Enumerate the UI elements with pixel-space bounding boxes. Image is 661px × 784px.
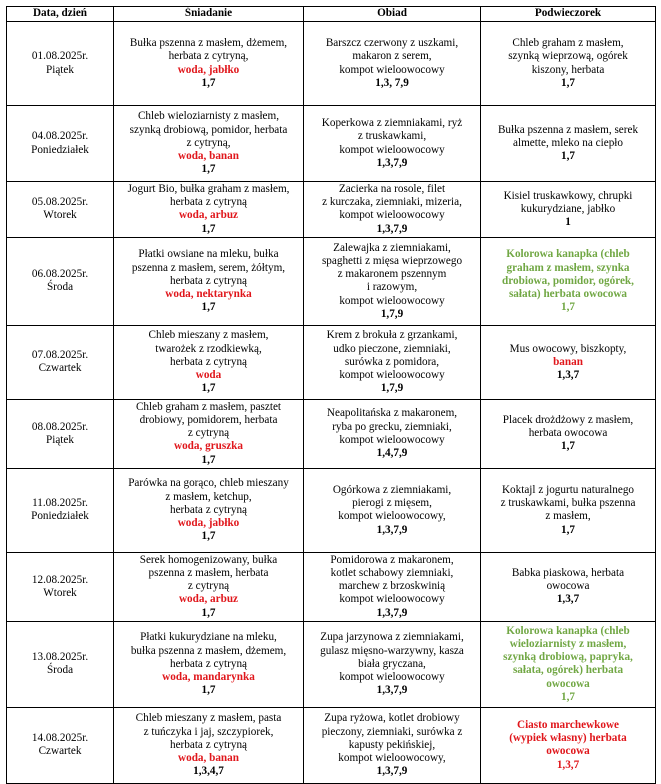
date-cell xyxy=(7,237,114,325)
lunch-allergens: 1,3,7,9 xyxy=(376,523,408,536)
breakfast-line: twarożek z rzodkiewką, xyxy=(155,342,262,355)
breakfast-line: herbata z cytryną, xyxy=(168,50,249,63)
lunch-cell xyxy=(304,182,481,238)
table-row xyxy=(7,325,656,399)
snack-line: Placek drożdżowy z masłem, xyxy=(502,414,634,427)
lunch-line: Zupa jarzynowa z ziemniakami, xyxy=(320,631,464,644)
table-row xyxy=(7,106,656,182)
snack-allergens: 1,3,7 xyxy=(556,593,580,606)
breakfast-allergens: 1,7 xyxy=(201,222,216,235)
lunch-line: Krem z brokuła z grzankami, xyxy=(326,329,458,342)
day-name: Wtorek xyxy=(43,586,77,599)
breakfast-cell xyxy=(114,237,304,325)
date-text: 07.08.2025r. xyxy=(31,349,89,362)
breakfast-line: pszenna z masłem, herbata xyxy=(148,567,269,580)
breakfast-line: Serek homogenizowany, bułka xyxy=(139,553,278,566)
snack-allergens: 1 xyxy=(565,216,571,228)
breakfast-cell xyxy=(114,22,304,106)
breakfast-allergens: 1,3,4,7 xyxy=(193,765,224,778)
lunch-cell xyxy=(304,621,481,707)
table-row xyxy=(7,552,656,621)
lunch-allergens: 1,3,7,9 xyxy=(376,684,408,697)
header-breakfast: Śniadanie xyxy=(114,7,304,22)
snack-allergens: 1,3,7 xyxy=(556,368,580,381)
breakfast-line: drobiowy, pomidorem, herbata xyxy=(139,414,278,427)
lunch-line: spaghetti z mięsa wieprzowego xyxy=(321,254,463,267)
lunch-line: Koperkowa z ziemniakami, ryż xyxy=(321,117,463,130)
snack-line: herbata owocowa xyxy=(528,427,608,440)
lunch-allergens: 1,7,9 xyxy=(380,382,404,395)
lunch-cell xyxy=(304,399,481,468)
snack-line-green: graham z masłem, szynka xyxy=(506,261,630,274)
lunch-line: Zalewajka z ziemniakami, xyxy=(333,241,451,254)
snack-line: almette, mleko na ciepło xyxy=(513,136,623,149)
header-row xyxy=(7,7,656,22)
snack-line-red: (wypiek własny) herbata xyxy=(509,732,627,745)
snack-line: owocowa xyxy=(546,580,590,593)
table-row xyxy=(7,707,656,783)
lunch-allergens: 1,3,7,9 xyxy=(376,606,408,619)
date-cell xyxy=(7,22,114,106)
snack-line-green: sałata, ogórek) herbata xyxy=(512,664,624,677)
breakfast-fruit: woda, arbuz xyxy=(178,593,239,606)
date-text: 11.08.2025r. xyxy=(32,497,88,510)
date-text: 01.08.2025r. xyxy=(31,50,89,63)
lunch-line: kompot wieloowocowy xyxy=(339,368,445,381)
snack-line: z masłem, xyxy=(545,510,591,523)
lunch-line: kompot wieloowocowy xyxy=(339,593,445,606)
lunch-line: kompot wieloowocowy, xyxy=(338,751,446,764)
lunch-line: ryba po grecku, ziemniaki, xyxy=(332,420,452,433)
breakfast-fruit: woda, banan xyxy=(178,150,239,163)
lunch-allergens: 1,3,7,9 xyxy=(376,222,408,235)
lunch-line: kompot wieloowocowy xyxy=(339,143,445,156)
breakfast-line: z cytryną xyxy=(187,427,230,440)
breakfast-allergens: 1,7 xyxy=(201,301,216,314)
snack-line: Bułka pszenna z masłem, serek xyxy=(497,123,639,136)
table-row xyxy=(7,237,656,325)
breakfast-cell xyxy=(114,552,304,621)
day-name: Poniedziałek xyxy=(31,510,89,523)
snack-line-green: owocowa xyxy=(546,677,590,690)
snack-cell xyxy=(481,399,656,468)
lunch-line: marchew z brzoskwinią xyxy=(338,580,446,593)
breakfast-fruit: woda, arbuz xyxy=(178,209,239,222)
breakfast-cell xyxy=(114,399,304,468)
lunch-line: kompot wieloowocowy xyxy=(339,63,445,76)
breakfast-allergens: 1,7 xyxy=(201,453,216,466)
breakfast-fruit: woda, nektarynka xyxy=(165,287,252,300)
snack-cell xyxy=(481,621,656,707)
lunch-cell xyxy=(304,552,481,621)
breakfast-line: szynką drobiową, pomidor, herbata xyxy=(129,123,288,136)
breakfast-allergens: 1,7 xyxy=(201,76,216,89)
lunch-allergens: 1,3,7,9 xyxy=(376,765,408,778)
snack-line-green: sałata) herbata owocowa xyxy=(508,287,628,300)
breakfast-cell xyxy=(114,106,304,182)
lunch-line: Neapolitańska z makaronem, xyxy=(326,407,458,420)
snack-allergens: 1,7 xyxy=(561,76,575,89)
lunch-cell xyxy=(304,468,481,552)
lunch-line: Barszcz czerwony z uszkami, xyxy=(325,37,459,50)
date-cell xyxy=(7,468,114,552)
snack-line-red: owocowa xyxy=(546,745,590,758)
date-text: 04.08.2025r. xyxy=(31,130,89,143)
lunch-line: kompot wieloowocowy xyxy=(339,294,445,307)
header-snack: Podwieczorek xyxy=(481,7,656,22)
day-name: Czwartek xyxy=(38,745,82,758)
date-text: 12.08.2025r. xyxy=(31,573,89,586)
date-cell xyxy=(7,325,114,399)
table-row xyxy=(7,22,656,106)
header-date: Data, dzień xyxy=(7,7,114,22)
date-cell xyxy=(7,707,114,783)
breakfast-line: herbata z cytryną xyxy=(169,274,248,287)
lunch-line: kompot wieloowocowy, xyxy=(338,510,446,523)
breakfast-cell xyxy=(114,621,304,707)
snack-allergens: 1,7 xyxy=(561,301,575,314)
date-cell xyxy=(7,552,114,621)
table-row xyxy=(7,621,656,707)
date-text: 14.08.2025r. xyxy=(31,732,89,745)
lunch-line: Zacierka na rosole, filet xyxy=(338,183,446,195)
snack-line-green: Kolorowa kanapka (chleb xyxy=(506,624,630,637)
date-text: 13.08.2025r. xyxy=(31,651,89,664)
breakfast-line: z masłem, ketchup, xyxy=(165,490,252,503)
breakfast-line: z tuńczyka i jaj, szczypiorek, xyxy=(143,725,274,738)
breakfast-line: Chleb mieszany z masłem, xyxy=(148,329,269,342)
day-name: Piątek xyxy=(46,63,74,76)
snack-line: Chleb graham z masłem, xyxy=(512,37,624,50)
lunch-line: gulasz mięsno-warzywny, kasza xyxy=(320,644,464,657)
lunch-line: makaron z serem, xyxy=(352,50,432,63)
snack-cell xyxy=(481,552,656,621)
table-row xyxy=(7,399,656,468)
lunch-cell xyxy=(304,707,481,783)
breakfast-line: herbata z cytryną xyxy=(169,738,248,751)
date-cell xyxy=(7,399,114,468)
day-name: Piątek xyxy=(46,433,74,446)
breakfast-fruit: woda xyxy=(195,368,222,381)
lunch-cell xyxy=(304,22,481,106)
snack-line-green: Kolorowa kanapka (chleb xyxy=(506,248,630,261)
lunch-cell xyxy=(304,106,481,182)
date-text: 06.08.2025r. xyxy=(31,268,89,281)
header-lunch: Obiad xyxy=(304,7,481,22)
table-row xyxy=(7,182,656,238)
day-name: Środa xyxy=(46,664,74,677)
breakfast-line: herbata z cytryną xyxy=(169,196,248,209)
lunch-line: z truskawkami, xyxy=(357,130,427,143)
lunch-line: kotlet schabowy ziemniaki, xyxy=(330,567,454,580)
snack-line: szynką wieprzową, ogórek xyxy=(508,50,628,63)
snack-line: Babka piaskowa, herbata xyxy=(511,567,625,580)
breakfast-cell xyxy=(114,468,304,552)
lunch-line: z kurczaka, ziemniaki, mizeria, xyxy=(322,196,462,209)
breakfast-allergens: 1,7 xyxy=(201,382,216,395)
weekly-menu-table xyxy=(6,6,656,784)
breakfast-cell xyxy=(114,182,304,238)
breakfast-line: herbata z cytryną xyxy=(169,657,248,670)
lunch-allergens: 1,3,7,9 xyxy=(376,156,408,169)
snack-allergens: 1,7 xyxy=(561,690,575,703)
breakfast-line: Jogurt Bio, bułka graham z masłem, xyxy=(127,183,290,195)
date-cell xyxy=(7,106,114,182)
day-name: Środa xyxy=(46,281,74,294)
breakfast-line: Chleb wieloziarnisty z masłem, xyxy=(137,110,280,123)
snack-line: z truskawkami, bułka pszenna xyxy=(500,497,636,510)
day-name: Wtorek xyxy=(43,209,77,222)
snack-cell xyxy=(481,106,656,182)
date-text: 08.08.2025r. xyxy=(31,420,89,433)
lunch-line: kompot wieloowocowy xyxy=(339,433,445,446)
snack-line-green: drobiowa, pomidor, ogórek, xyxy=(502,274,634,287)
snack-allergens: 1,3,7 xyxy=(556,758,580,771)
breakfast-fruit: woda, banan xyxy=(178,751,239,764)
lunch-line: Ogórkowa z ziemniakami, xyxy=(332,483,452,496)
lunch-allergens: 1,4,7,9 xyxy=(376,447,408,460)
breakfast-line: z cytryną, xyxy=(186,136,231,149)
snack-line-green: wieloziarnisty z masłem, xyxy=(509,637,627,650)
lunch-line: biała gryczana, xyxy=(358,657,426,670)
snack-cell xyxy=(481,707,656,783)
snack-line: kiszony, herbata xyxy=(531,63,605,76)
snack-allergens: 1,7 xyxy=(561,150,575,163)
breakfast-cell xyxy=(114,325,304,399)
snack-cell xyxy=(481,468,656,552)
breakfast-line: z cytryną xyxy=(187,580,230,593)
breakfast-line: Płatki kukurydziane na mleku, xyxy=(140,631,277,644)
breakfast-fruit: woda, jabłko xyxy=(177,516,240,529)
breakfast-line: Chleb graham z masłem, pasztet xyxy=(135,400,282,413)
breakfast-allergens: 1,7 xyxy=(201,606,216,619)
lunch-line: kapusty pekińskiej, xyxy=(348,738,436,751)
breakfast-line: herbata z cytryną xyxy=(169,503,248,516)
snack-line-red: Ciasto marchewkowe xyxy=(516,718,620,731)
breakfast-line: pszenna z masłem, serem, żółtym, xyxy=(131,261,286,274)
lunch-cell xyxy=(304,325,481,399)
snack-cell xyxy=(481,325,656,399)
breakfast-line: Parówka na gorąco, chleb mieszany xyxy=(128,477,289,490)
snack-line: Mus owocowy, biszkopty, xyxy=(509,342,627,355)
snack-cell xyxy=(481,237,656,325)
lunch-line: pierogi z mięsem, xyxy=(352,497,432,510)
breakfast-line: bułka pszenna z masłem, dżemem, xyxy=(130,644,287,657)
breakfast-line: Płatki owsiane na mleku, bułka xyxy=(138,248,279,261)
lunch-line: Pomidorowa z makaronem, xyxy=(330,553,454,566)
breakfast-fruit: woda, jabłko xyxy=(177,63,240,76)
lunch-line: udko pieczone, ziemniaki, xyxy=(333,342,451,355)
breakfast-line: herbata z cytryną xyxy=(169,355,248,368)
lunch-line: Zupa ryżowa, kotlet drobiowy xyxy=(324,712,460,725)
lunch-cell xyxy=(304,237,481,325)
snack-cell xyxy=(481,182,656,238)
day-name: Czwartek xyxy=(38,362,82,375)
lunch-allergens: 1,7,9 xyxy=(380,307,404,320)
breakfast-allergens: 1,7 xyxy=(201,163,216,176)
lunch-line: i razowym, xyxy=(366,281,418,294)
breakfast-allergens: 1,7 xyxy=(201,684,216,697)
breakfast-fruit: woda, mandarynka xyxy=(162,670,255,683)
day-name: Poniedziałek xyxy=(31,143,89,156)
lunch-line: z makaronem pszennym xyxy=(337,268,447,281)
date-cell xyxy=(7,621,114,707)
lunch-line: surówka z pomidora, xyxy=(344,355,440,368)
snack-allergens: 1,7 xyxy=(561,523,575,536)
lunch-allergens: 1,3, 7,9 xyxy=(375,76,409,89)
date-text: 05.08.2025r. xyxy=(31,196,89,209)
breakfast-fruit: woda, gruszka xyxy=(174,440,243,453)
snack-allergens: 1,7 xyxy=(561,440,575,453)
lunch-line: kompot wieloowocowy xyxy=(339,209,445,222)
breakfast-line: Bułka pszenna z masłem, dżemem, xyxy=(129,37,288,50)
snack-line: Koktajl z jogurtu naturalnego xyxy=(501,483,635,496)
snack-line: Kisiel truskawkowy, chrupki xyxy=(503,189,633,202)
lunch-line: pieczony, ziemniaki, surówka z xyxy=(321,725,463,738)
menu-body xyxy=(7,22,656,784)
snack-line-green: szynką drobiową, papryka, xyxy=(503,651,633,664)
snack-line: kukurydziane, jabłko xyxy=(520,202,616,215)
snack-cell xyxy=(481,22,656,106)
lunch-line: kompot wieloowocowy xyxy=(339,670,445,683)
snack-fruit: banan xyxy=(553,355,583,368)
breakfast-line: Chleb mieszany z masłem, pasta xyxy=(135,712,282,725)
table-row xyxy=(7,468,656,552)
breakfast-cell xyxy=(114,707,304,783)
breakfast-allergens: 1,7 xyxy=(201,530,216,543)
date-cell xyxy=(7,182,114,238)
